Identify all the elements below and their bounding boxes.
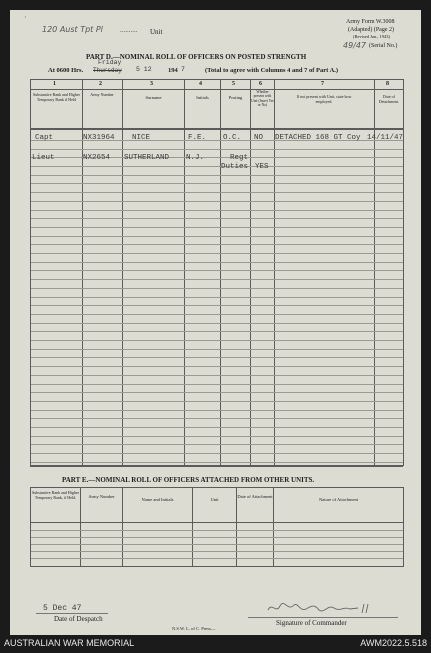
ruled-line	[31, 357, 403, 358]
row-2-surname: SUTHERLAND	[124, 154, 170, 162]
ruled-line	[31, 558, 403, 559]
e-col-header-nature: Nature of Attachment	[319, 497, 358, 502]
serial-value: 49/47	[343, 41, 367, 50]
ruled-line	[31, 279, 403, 280]
signature-line	[248, 617, 398, 618]
ruled-line	[31, 427, 403, 428]
ruled-line	[31, 236, 403, 237]
part-e-title: PART E.—NOMINAL ROLL OF OFFICERS ATTACHED FROM OTHER UNITS.	[62, 476, 315, 484]
ruled-line	[31, 149, 403, 150]
ruled-line	[31, 331, 403, 332]
form-adapted: (Adapted) (Page 2)	[348, 27, 394, 33]
despatch-date-value: 5 Dec 47	[43, 604, 82, 613]
row-1-posting: O.C.	[223, 134, 242, 142]
part-d-header-rule	[30, 128, 403, 130]
ruled-line	[31, 183, 403, 184]
ruled-line	[31, 210, 403, 211]
ruled-line	[31, 340, 403, 341]
total-note: (Total to agree with Columns 4 and 7 of Part A.)	[205, 67, 339, 74]
col-number-5: 5	[232, 81, 235, 87]
ruled-line	[31, 227, 403, 228]
ruled-line	[31, 244, 403, 245]
row-2-present: YES	[255, 163, 269, 171]
ruled-line	[31, 444, 403, 445]
ruled-line	[31, 418, 403, 419]
e-col-header-army-number: Army Number	[88, 494, 115, 499]
col-header-surname: Surname	[145, 95, 162, 100]
ruled-line	[31, 366, 403, 367]
ruled-line	[31, 410, 403, 411]
caption-right: AWM2022.5.518	[360, 638, 427, 648]
e-col-header-unit: Unit	[210, 497, 219, 502]
unit-dots: ·	[24, 13, 27, 22]
part-d-title: PART D.—NOMINAL ROLL OF OFFICERS ON POSTED STRENGTH	[86, 53, 307, 61]
col-header-initials: Initials	[196, 95, 209, 100]
col-number-7: 7	[321, 81, 324, 87]
ruled-line	[31, 544, 403, 545]
unit-label: Unit	[150, 28, 163, 36]
row-2-posting: Regt Duties	[220, 154, 248, 171]
ruled-line	[31, 375, 403, 376]
col-number-2: 2	[99, 81, 102, 87]
unit-leader: ..........	[120, 26, 138, 34]
ruled-line	[31, 384, 403, 385]
ruled-line	[31, 305, 403, 306]
ruled-line	[31, 401, 403, 402]
ruled-line	[31, 314, 403, 315]
at-hours-label: At 0600 Hrs.	[48, 67, 84, 74]
e-col-header-rank: Substantive Rank and Higher Temporary Rank, if Held.	[32, 490, 79, 500]
serial-label: (Serial No.)	[369, 43, 398, 49]
year-digit: 7	[181, 66, 185, 73]
row-1-rank: Capt	[35, 134, 54, 142]
date-value: 5 12	[136, 66, 152, 73]
day-written: Friday	[98, 59, 122, 66]
col-header-posting: Posting	[228, 95, 243, 100]
ruled-line	[31, 436, 403, 437]
ruled-line	[31, 218, 403, 219]
col-number-8: 8	[386, 81, 389, 87]
part-e-header-rule	[30, 522, 403, 523]
part-e-bottom-rule	[30, 566, 403, 567]
row-1-initials: F.E.	[188, 134, 207, 142]
form-revised: (Revised Jan., 1943)	[353, 34, 390, 39]
row-1-present: NO	[254, 134, 264, 142]
printer-imprint: N.S.W. L. of C. Press—	[172, 626, 216, 631]
document-page	[10, 10, 421, 635]
part-e-top-rule	[30, 487, 403, 488]
unit-value: 120 Aust Tpt Pl	[42, 25, 103, 34]
despatch-line	[36, 613, 108, 614]
col-header-date-detachment: Date of Detachment.	[378, 94, 400, 104]
ruled-line	[31, 201, 403, 202]
day-struck: Thursday	[93, 67, 122, 74]
part-d-number-rule	[30, 89, 403, 90]
row-2-initials: N.J.	[186, 154, 205, 162]
caption-left: AUSTRALIAN WAR MEMORIAL	[4, 638, 135, 648]
ruled-line	[31, 297, 403, 298]
ruled-line	[31, 349, 403, 350]
row-1-date: 14/11/47	[367, 134, 404, 142]
ruled-line	[31, 392, 403, 393]
signature-label: Signature of Commander	[276, 619, 347, 627]
col-header-present: Whether present with Unit (Insert Yes or No)	[251, 90, 274, 108]
part-d-top-rule	[30, 79, 403, 80]
row-1-employed: DETACHED 168 GT Coy	[275, 134, 361, 142]
col-header-employed: If not present with Unit, state how employed.	[296, 94, 352, 104]
ruled-line	[31, 288, 403, 289]
ruled-line	[31, 175, 403, 176]
form-number: Army Form W.3008	[346, 19, 395, 25]
row-1-number: NX31964	[83, 134, 115, 142]
ruled-line	[31, 462, 403, 463]
ruled-line	[31, 530, 403, 531]
e-col-header-date: Date of Attachment	[237, 494, 273, 499]
ruled-line	[31, 192, 403, 193]
ruled-line	[31, 453, 403, 454]
col-number-1: 1	[53, 81, 56, 87]
ruled-line	[31, 323, 403, 324]
col-number-6: 6	[259, 81, 262, 87]
ruled-line	[31, 270, 403, 271]
row-2-number: NX2654	[83, 154, 111, 162]
col-number-4: 4	[199, 81, 202, 87]
ruled-line	[31, 551, 403, 552]
year-label: 194	[168, 67, 178, 74]
col-header-army-number: Army Number	[90, 92, 114, 97]
row-2-rank: Lieut	[32, 154, 55, 162]
ruled-line	[31, 253, 403, 254]
row-1-surname: NICE	[132, 134, 151, 142]
ruled-line	[31, 262, 403, 263]
commander-signature	[264, 600, 374, 616]
ruled-line	[31, 537, 403, 538]
e-col-header-name: Name and Initials	[141, 497, 174, 502]
part-d-bottom-rule	[30, 465, 403, 467]
despatch-date-label: Date of Despatch	[54, 615, 103, 623]
col-header-rank: Substantive Rank and Higher Temporary Rank if Held	[33, 92, 80, 102]
col-number-3: 3	[150, 81, 153, 87]
